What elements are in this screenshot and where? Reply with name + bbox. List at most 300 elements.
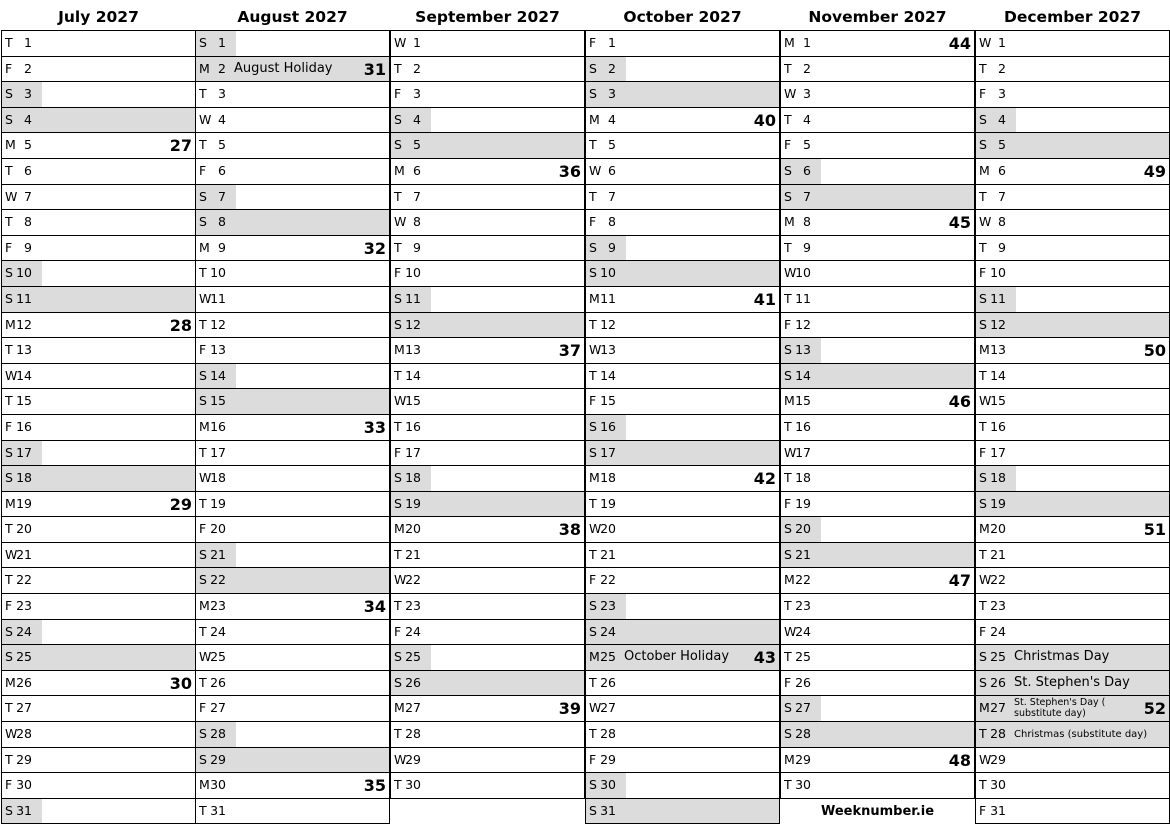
day-number: 25 [16, 649, 32, 665]
day-row [391, 57, 584, 83]
day-number: 24 [405, 623, 421, 639]
day-number: 25 [210, 649, 226, 665]
weekday-letter: S [394, 137, 402, 153]
day-number: 11 [405, 290, 421, 306]
weekday-letter: M [5, 674, 16, 690]
day-number: 5 [998, 137, 1006, 153]
day-row [2, 31, 195, 57]
weekday-letter: S [589, 623, 597, 639]
day-number: 26 [210, 674, 226, 690]
day-number: 8 [218, 214, 226, 230]
day-row [586, 415, 779, 441]
weekday-letter: S [979, 495, 987, 511]
weekday-letter: F [979, 802, 987, 818]
weekday-letter: M [199, 418, 210, 434]
day-row [976, 799, 1169, 825]
day-row [781, 492, 974, 518]
weekday-letter: T [394, 598, 402, 614]
day-number: 17 [990, 444, 1006, 460]
day-row [196, 338, 389, 364]
day-number: 24 [600, 623, 616, 639]
day-row [2, 543, 195, 569]
day-row [976, 441, 1169, 467]
day-number: 24 [795, 623, 811, 639]
weekday-letter: S [979, 649, 987, 665]
day-number: 15 [600, 393, 616, 409]
day-number: 13 [795, 342, 811, 358]
weekday-letter: S [784, 162, 792, 178]
day-row [2, 696, 195, 722]
day-row [391, 466, 584, 492]
weekday-letter: S [784, 726, 792, 742]
weekday-letter: T [979, 726, 987, 742]
day-number: 18 [405, 470, 421, 486]
weekday-letter: T [784, 777, 792, 793]
day-number: 19 [16, 495, 32, 511]
day-number: 30 [405, 777, 421, 793]
day-number: 29 [795, 751, 811, 767]
weekday-letter: S [199, 726, 207, 742]
day-row [196, 594, 389, 620]
day-row [976, 543, 1169, 569]
day-list [975, 30, 1170, 824]
day-number: 10 [16, 265, 32, 281]
day-row [196, 415, 389, 441]
weekday-letter: M [199, 239, 210, 255]
weekday-letter: S [5, 290, 13, 306]
day-row [781, 57, 974, 83]
day-row [781, 159, 974, 185]
day-number: 14 [600, 367, 616, 383]
week-number: 45 [948, 213, 971, 233]
day-number: 12 [210, 316, 226, 332]
day-number: 11 [210, 290, 226, 306]
day-row [586, 441, 779, 467]
weekday-letter: F [5, 239, 13, 255]
day-number: 14 [990, 367, 1006, 383]
day-row [586, 492, 779, 518]
weekday-letter: S [199, 572, 207, 588]
weekday-letter: S [784, 188, 792, 204]
day-number: 28 [210, 726, 226, 742]
weekday-letter: F [5, 777, 13, 793]
weekday-letter: T [784, 111, 792, 127]
weekday-letter: M [5, 495, 16, 511]
day-number: 23 [600, 598, 616, 614]
weekday-letter: S [5, 86, 13, 102]
day-number: 4 [413, 111, 421, 127]
day-number: 29 [210, 751, 226, 767]
weekday-letter: T [979, 188, 987, 204]
day-number: 26 [405, 674, 421, 690]
weekday-letter: M [394, 162, 405, 178]
day-row [976, 620, 1169, 646]
day-row [781, 415, 974, 441]
day-row [391, 159, 584, 185]
day-row [976, 364, 1169, 390]
weekday-letter: S [784, 700, 792, 716]
week-number: 48 [948, 750, 971, 770]
weekday-letter: S [199, 751, 207, 767]
day-row [196, 671, 389, 697]
weekday-letter: S [979, 137, 987, 153]
weekday-letter: M [199, 60, 210, 76]
weekday-letter: M [589, 111, 600, 127]
holiday-name: Christmas Day [1014, 649, 1110, 665]
day-number: 2 [608, 60, 616, 76]
weekday-letter: M [979, 162, 990, 178]
day-row [391, 313, 584, 339]
day-number: 12 [405, 316, 421, 332]
week-number: 42 [753, 469, 776, 489]
day-row [976, 517, 1169, 543]
day-number: 15 [990, 393, 1006, 409]
day-row [781, 748, 974, 774]
day-row [2, 748, 195, 774]
weekday-letter: T [5, 393, 13, 409]
day-number: 15 [405, 393, 421, 409]
weekday-letter: T [199, 444, 207, 460]
day-number: 19 [990, 495, 1006, 511]
day-row [586, 773, 779, 799]
day-row [2, 389, 195, 415]
day-row [781, 696, 974, 722]
day-number: 9 [218, 239, 226, 255]
day-number: 19 [600, 495, 616, 511]
day-row [391, 594, 584, 620]
weekday-letter: T [979, 777, 987, 793]
day-list [390, 30, 585, 799]
day-list [1, 30, 196, 824]
weekday-letter: F [394, 623, 402, 639]
weekday-letter: T [394, 239, 402, 255]
day-row [2, 773, 195, 799]
day-row [196, 133, 389, 159]
day-row [586, 722, 779, 748]
weekday-letter: S [589, 86, 597, 102]
day-row [976, 236, 1169, 262]
weekday-letter: S [589, 265, 597, 281]
day-row [781, 31, 974, 57]
weekday-letter: T [784, 418, 792, 434]
weekday-letter: M [589, 290, 600, 306]
day-list [585, 30, 780, 824]
day-row [391, 82, 584, 108]
weekday-letter: T [784, 598, 792, 614]
day-number: 17 [405, 444, 421, 460]
weekday-letter: T [5, 572, 13, 588]
day-row [781, 133, 974, 159]
day-number: 23 [405, 598, 421, 614]
day-number: 24 [210, 623, 226, 639]
day-row [196, 82, 389, 108]
day-number: 27 [405, 700, 421, 716]
day-row [976, 82, 1169, 108]
day-row [196, 313, 389, 339]
week-number: 38 [558, 520, 581, 540]
week-number: 51 [1143, 520, 1166, 540]
day-row [586, 568, 779, 594]
day-number: 17 [795, 444, 811, 460]
day-row [2, 313, 195, 339]
day-number: 17 [210, 444, 226, 460]
day-row [781, 568, 974, 594]
weekday-letter: T [979, 367, 987, 383]
day-row [781, 210, 974, 236]
weekday-letter: W [784, 623, 797, 639]
day-number: 10 [795, 265, 811, 281]
weekday-letter: W [589, 700, 602, 716]
weekday-letter: F [784, 137, 792, 153]
weekday-letter: W [394, 751, 407, 767]
day-number: 8 [24, 214, 32, 230]
weekday-letter: S [394, 111, 402, 127]
day-row [391, 645, 584, 671]
weekday-letter: T [589, 726, 597, 742]
weekday-letter: W [784, 444, 797, 460]
day-row [586, 108, 779, 134]
weekday-letter: F [5, 60, 13, 76]
day-number: 15 [795, 393, 811, 409]
day-number: 28 [16, 726, 32, 742]
day-row [976, 133, 1169, 159]
weekday-letter: W [394, 393, 407, 409]
day-number: 1 [608, 35, 616, 50]
day-row [781, 773, 974, 799]
week-number: 31 [363, 59, 386, 79]
day-row [2, 517, 195, 543]
day-row [2, 568, 195, 594]
day-row [2, 671, 195, 697]
day-row [196, 236, 389, 262]
weekday-letter: F [979, 444, 987, 460]
weekday-letter: T [394, 546, 402, 562]
day-row [976, 313, 1169, 339]
day-number: 10 [405, 265, 421, 281]
weekday-letter: W [199, 290, 212, 306]
weekday-letter: T [394, 777, 402, 793]
weekday-letter: T [5, 521, 13, 537]
weekday-letter: M [394, 700, 405, 716]
weekday-letter: S [5, 649, 13, 665]
month-column [975, 0, 1170, 824]
day-number: 25 [990, 649, 1006, 665]
day-number: 8 [998, 214, 1006, 230]
weekday-letter: M [5, 137, 16, 153]
weekday-letter: T [5, 751, 13, 767]
day-number: 5 [218, 137, 226, 153]
day-number: 24 [990, 623, 1006, 639]
day-number: 3 [803, 86, 811, 102]
day-row [781, 82, 974, 108]
day-row [586, 799, 779, 825]
holiday-name: October Holiday [624, 649, 730, 665]
day-row [976, 748, 1169, 774]
day-number: 19 [795, 495, 811, 511]
day-number: 21 [795, 546, 811, 562]
weekday-letter: M [979, 700, 990, 716]
day-number: 7 [803, 188, 811, 204]
day-number: 6 [803, 162, 811, 178]
day-row [586, 210, 779, 236]
day-row [781, 671, 974, 697]
day-number: 26 [795, 674, 811, 690]
weekday-letter: S [199, 214, 207, 230]
day-number: 26 [600, 674, 616, 690]
weekday-letter: S [5, 470, 13, 486]
day-row [586, 696, 779, 722]
day-number: 21 [16, 546, 32, 562]
day-row [196, 185, 389, 211]
weekday-letter: W [5, 546, 18, 562]
day-number: 30 [600, 777, 616, 793]
weekday-letter: T [5, 162, 13, 178]
weekday-letter: W [979, 214, 992, 230]
weekday-letter: F [199, 700, 207, 716]
day-number: 11 [16, 290, 32, 306]
day-number: 29 [16, 751, 32, 767]
day-number: 16 [210, 418, 226, 434]
day-row [976, 210, 1169, 236]
weekday-letter: M [784, 393, 795, 409]
weekday-letter: S [589, 802, 597, 818]
day-number: 19 [405, 495, 421, 511]
day-row [781, 543, 974, 569]
weekday-letter: T [199, 316, 207, 332]
day-row [781, 338, 974, 364]
day-row [196, 466, 389, 492]
day-row [2, 236, 195, 262]
day-row [586, 338, 779, 364]
weekday-letter: S [199, 188, 207, 204]
day-number: 17 [16, 444, 32, 460]
day-number: 3 [608, 86, 616, 102]
day-row [976, 108, 1169, 134]
day-number: 2 [24, 60, 32, 76]
day-row [976, 696, 1169, 722]
week-number: 47 [948, 571, 971, 591]
weekday-letter: M [784, 35, 795, 50]
weekday-letter: M [589, 649, 600, 665]
day-number: 20 [210, 521, 226, 537]
day-number: 23 [795, 598, 811, 614]
weekday-letter: T [589, 316, 597, 332]
weekday-letter: T [199, 623, 207, 639]
site-brand[interactable]: Weeknumber.ie [820, 804, 935, 819]
day-number: 7 [24, 188, 32, 204]
day-row [391, 287, 584, 313]
day-row [196, 645, 389, 671]
day-row [781, 620, 974, 646]
day-number: 25 [795, 649, 811, 665]
weekday-letter: T [5, 35, 13, 50]
day-row [976, 773, 1169, 799]
day-number: 31 [210, 802, 226, 818]
weekday-letter: F [979, 623, 987, 639]
day-number: 21 [405, 546, 421, 562]
week-number: 46 [948, 392, 971, 412]
week-number: 35 [363, 776, 386, 796]
weekday-letter: W [979, 393, 992, 409]
day-row [391, 773, 584, 799]
day-row [196, 389, 389, 415]
day-row [196, 31, 389, 57]
day-row [781, 313, 974, 339]
weekday-letter: W [199, 470, 212, 486]
day-number: 29 [600, 751, 616, 767]
weekday-letter: F [979, 265, 987, 281]
month-title: September 2027 [415, 8, 560, 26]
day-row [2, 108, 195, 134]
day-number: 21 [600, 546, 616, 562]
day-number: 7 [998, 188, 1006, 204]
day-row [196, 722, 389, 748]
day-row [196, 696, 389, 722]
day-number: 1 [218, 35, 226, 50]
day-number: 10 [210, 265, 226, 281]
day-number: 4 [998, 111, 1006, 127]
weekday-letter: W [589, 521, 602, 537]
weekday-letter: T [199, 86, 207, 102]
day-number: 4 [803, 111, 811, 127]
day-number: 14 [210, 367, 226, 383]
day-row [976, 671, 1169, 697]
day-row [196, 261, 389, 287]
day-number: 16 [405, 418, 421, 434]
day-number: 20 [990, 521, 1006, 537]
day-number: 21 [210, 546, 226, 562]
day-number: 15 [16, 393, 32, 409]
day-number: 12 [16, 316, 32, 332]
day-row [391, 133, 584, 159]
day-number: 29 [990, 751, 1006, 767]
day-row [586, 543, 779, 569]
day-number: 15 [210, 393, 226, 409]
weekday-letter: S [589, 777, 597, 793]
weekday-letter: W [589, 162, 602, 178]
day-row [2, 722, 195, 748]
day-row [781, 594, 974, 620]
day-row [391, 517, 584, 543]
day-row [781, 287, 974, 313]
weekday-letter: F [199, 521, 207, 537]
weekday-letter: F [589, 35, 597, 50]
day-number: 28 [990, 726, 1006, 742]
weekday-letter: S [784, 342, 792, 358]
day-row [2, 210, 195, 236]
day-row [781, 108, 974, 134]
weekday-letter: T [979, 60, 987, 76]
day-row [391, 364, 584, 390]
day-row [2, 261, 195, 287]
day-number: 6 [608, 162, 616, 178]
day-number: 16 [16, 418, 32, 434]
weekday-letter: S [784, 367, 792, 383]
day-row [2, 799, 195, 825]
day-list [780, 30, 975, 799]
day-row [391, 441, 584, 467]
day-number: 31 [990, 802, 1006, 818]
weekday-letter: F [5, 418, 13, 434]
day-row [196, 492, 389, 518]
day-number: 9 [998, 239, 1006, 255]
weekday-letter: F [589, 393, 597, 409]
day-row [2, 645, 195, 671]
day-row [586, 133, 779, 159]
weekday-letter: W [784, 265, 797, 281]
weekday-letter: S [5, 444, 13, 460]
day-number: 5 [803, 137, 811, 153]
